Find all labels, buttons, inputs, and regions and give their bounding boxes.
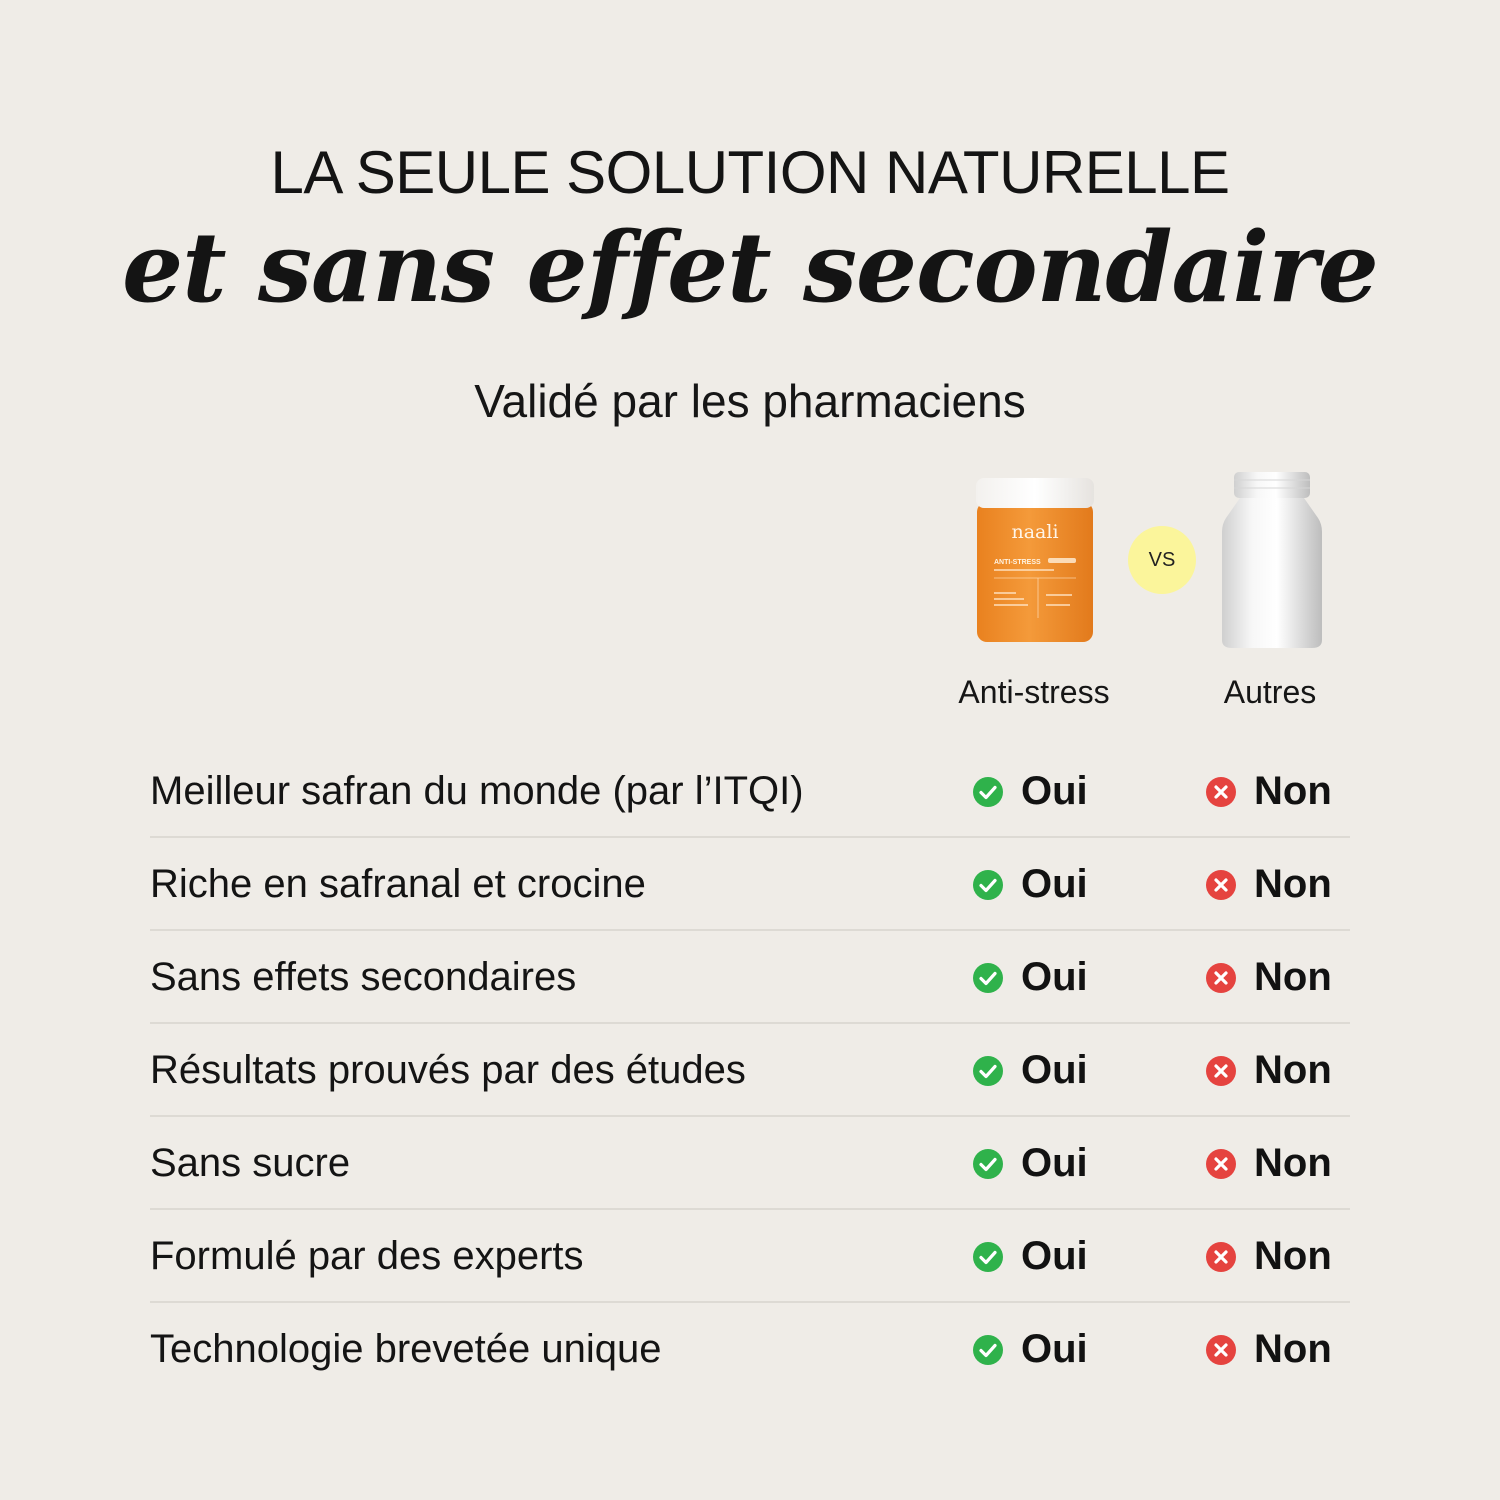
no-cell (1206, 931, 1332, 1024)
feature-label: Sans effets secondaires (150, 955, 577, 999)
jar-product-name: ANTI-STRESS (994, 559, 1041, 566)
feature-label: Sans sucre (150, 1141, 351, 1185)
check-icon (973, 1056, 1003, 1086)
feature-label: Riche en safranal et crocine (150, 862, 646, 906)
cross-icon (1206, 1335, 1236, 1365)
no-cell (1206, 745, 1332, 838)
jar-brand: naali (1011, 521, 1059, 543)
no-label: Non (1254, 769, 1332, 813)
yes-cell (973, 838, 1088, 931)
no-cell (1206, 1024, 1332, 1117)
no-label: Non (1254, 1141, 1332, 1185)
cross-icon (1206, 777, 1236, 807)
table-row (150, 1303, 1350, 1396)
check-icon (973, 1335, 1003, 1365)
feature-label: Technologie brevetée unique (150, 1327, 662, 1371)
yes-label: Oui (1021, 1234, 1088, 1278)
feature-label: Formulé par des experts (150, 1234, 584, 1278)
yes-label: Oui (1021, 1048, 1088, 1092)
yes-label: Oui (1021, 862, 1088, 906)
table-row (150, 745, 1350, 838)
yes-cell (973, 931, 1088, 1024)
subtitle: Validé par les pharmaciens (474, 375, 1026, 427)
vs-badge: VS (1128, 526, 1196, 594)
check-icon (973, 777, 1003, 807)
no-cell (1206, 1303, 1332, 1396)
yes-cell (973, 1024, 1088, 1117)
generic-bottle-image (1220, 470, 1324, 650)
yes-label: Oui (1021, 1327, 1088, 1371)
table-row (150, 1210, 1350, 1303)
cross-icon (1206, 963, 1236, 993)
check-icon (973, 870, 1003, 900)
table-row (150, 931, 1350, 1024)
yes-cell (973, 1117, 1088, 1210)
cross-icon (1206, 1056, 1236, 1086)
cross-icon (1206, 870, 1236, 900)
comparison-table (150, 745, 1350, 1396)
check-icon (973, 963, 1003, 993)
yes-label: Oui (1021, 1141, 1088, 1185)
yes-label: Oui (1021, 769, 1088, 813)
column-label-autres: Autres (1223, 674, 1317, 710)
headline: LA SEULE SOLUTION NATURELLE (270, 139, 1230, 206)
feature-label: Meilleur safran du monde (par l’ITQI) (150, 769, 804, 813)
no-label: Non (1254, 1234, 1332, 1278)
cross-icon (1206, 1149, 1236, 1179)
no-cell (1206, 1210, 1332, 1303)
no-label: Non (1254, 955, 1332, 999)
check-icon (973, 1149, 1003, 1179)
no-label: Non (1254, 1048, 1332, 1092)
naali-jar-image (976, 478, 1094, 644)
check-icon (973, 1242, 1003, 1272)
no-label: Non (1254, 862, 1332, 906)
table-row (150, 838, 1350, 931)
headline-italic: et sans effet secondaire (122, 211, 1378, 324)
table-row (150, 1024, 1350, 1117)
feature-label: Résultats prouvés par des études (150, 1048, 746, 1092)
no-label: Non (1254, 1327, 1332, 1371)
table-row (150, 1117, 1350, 1210)
column-label-anti-stress: Anti-stress (958, 674, 1110, 710)
no-cell (1206, 1117, 1332, 1210)
cross-icon (1206, 1242, 1236, 1272)
yes-cell (973, 745, 1088, 838)
yes-cell (973, 1210, 1088, 1303)
no-cell (1206, 838, 1332, 931)
yes-label: Oui (1021, 955, 1088, 999)
yes-cell (973, 1303, 1088, 1396)
